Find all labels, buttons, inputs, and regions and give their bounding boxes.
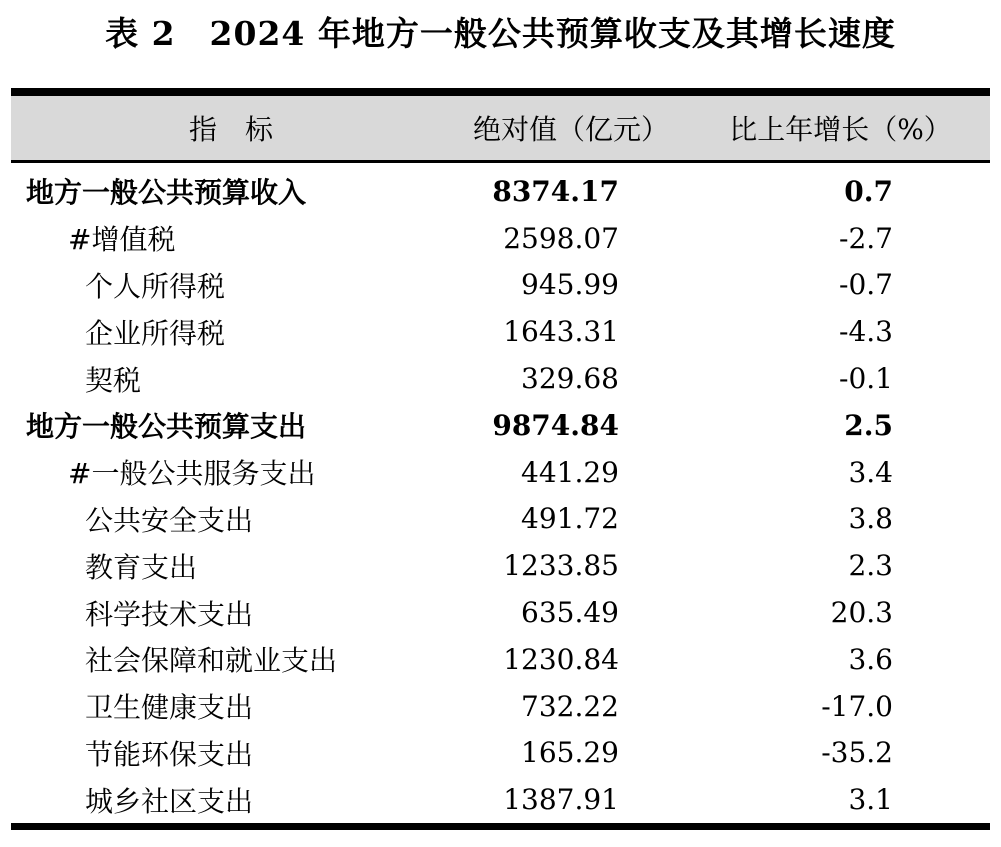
row-indicator-label: 节能环保支出 [85, 737, 254, 771]
row-absolute-value: 945.99 [521, 268, 619, 302]
table-row [11, 215, 990, 262]
row-growth-value: 3.6 [848, 642, 893, 676]
row-growth-value: -17.0 [821, 689, 893, 723]
table-row [11, 636, 990, 683]
table-row [11, 496, 990, 543]
row-absolute-value: 2598.07 [503, 221, 619, 255]
row-growth-value: -2.7 [839, 221, 893, 255]
row-absolute-value: 9874.84 [492, 408, 619, 442]
row-absolute-value: 1387.91 [503, 783, 619, 817]
row-absolute-value: 491.72 [521, 502, 619, 536]
table-row [11, 542, 990, 589]
table-row [11, 308, 990, 355]
table-row [11, 168, 990, 215]
table-row [11, 589, 990, 636]
row-growth-value: 2.5 [844, 408, 893, 442]
table-title: 表 2 2024 年地方一般公共预算收支及其增长速度 [105, 14, 896, 53]
header-absolute-value: 绝对值（亿元） [472, 113, 669, 146]
table-row [11, 683, 990, 730]
row-absolute-value: 329.68 [521, 362, 619, 396]
row-growth-value: 3.1 [848, 783, 893, 817]
row-indicator-label: 地方一般公共预算收入 [26, 176, 307, 210]
header-indicator: 指 标 [188, 113, 273, 146]
row-indicator-label: 地方一般公共预算支出 [26, 410, 307, 444]
row-growth-value: -4.3 [839, 315, 893, 349]
row-absolute-value: 441.29 [521, 455, 619, 489]
table-body [11, 163, 990, 823]
row-indicator-label: 卫生健康支出 [85, 691, 254, 725]
row-growth-value: 2.3 [848, 549, 893, 583]
row-indicator-label: #增值税 [68, 223, 176, 257]
row-indicator-label: 契税 [85, 363, 142, 397]
page [0, 14, 1001, 847]
row-absolute-value: 635.49 [521, 596, 619, 630]
row-growth-value: -35.2 [821, 736, 893, 770]
row-absolute-value: 1233.85 [503, 549, 619, 583]
row-absolute-value: 1230.84 [503, 642, 619, 676]
table-row [11, 262, 990, 309]
row-indicator-label: 社会保障和就业支出 [85, 644, 338, 678]
row-growth-value: 20.3 [830, 596, 893, 630]
row-growth-value: 3.8 [848, 502, 893, 536]
row-absolute-value: 8374.17 [492, 174, 619, 208]
budget-table [11, 88, 990, 830]
table-row [11, 449, 990, 496]
row-absolute-value: 732.22 [521, 689, 619, 723]
row-growth-value: -0.1 [839, 362, 893, 396]
row-indicator-label: 教育支出 [85, 550, 198, 584]
row-growth-value: 0.7 [844, 174, 893, 208]
row-growth-value: -0.7 [839, 268, 893, 302]
row-indicator-label: 个人所得税 [85, 269, 226, 303]
row-absolute-value: 1643.31 [503, 315, 619, 349]
table-row [11, 402, 990, 449]
row-absolute-value: 165.29 [521, 736, 619, 770]
table-row [11, 730, 990, 777]
header-growth: 比上年增长（%） [729, 113, 952, 146]
row-indicator-label: 城乡社区支出 [85, 784, 254, 818]
table-row [11, 776, 990, 823]
row-indicator-label: #一般公共服务支出 [68, 457, 316, 491]
table-row [11, 355, 990, 402]
row-indicator-label: 企业所得税 [85, 316, 226, 350]
row-indicator-label: 科学技术支出 [85, 597, 254, 631]
row-indicator-label: 公共安全支出 [85, 503, 254, 537]
table-header-row [11, 96, 990, 163]
row-growth-value: 3.4 [848, 455, 893, 489]
